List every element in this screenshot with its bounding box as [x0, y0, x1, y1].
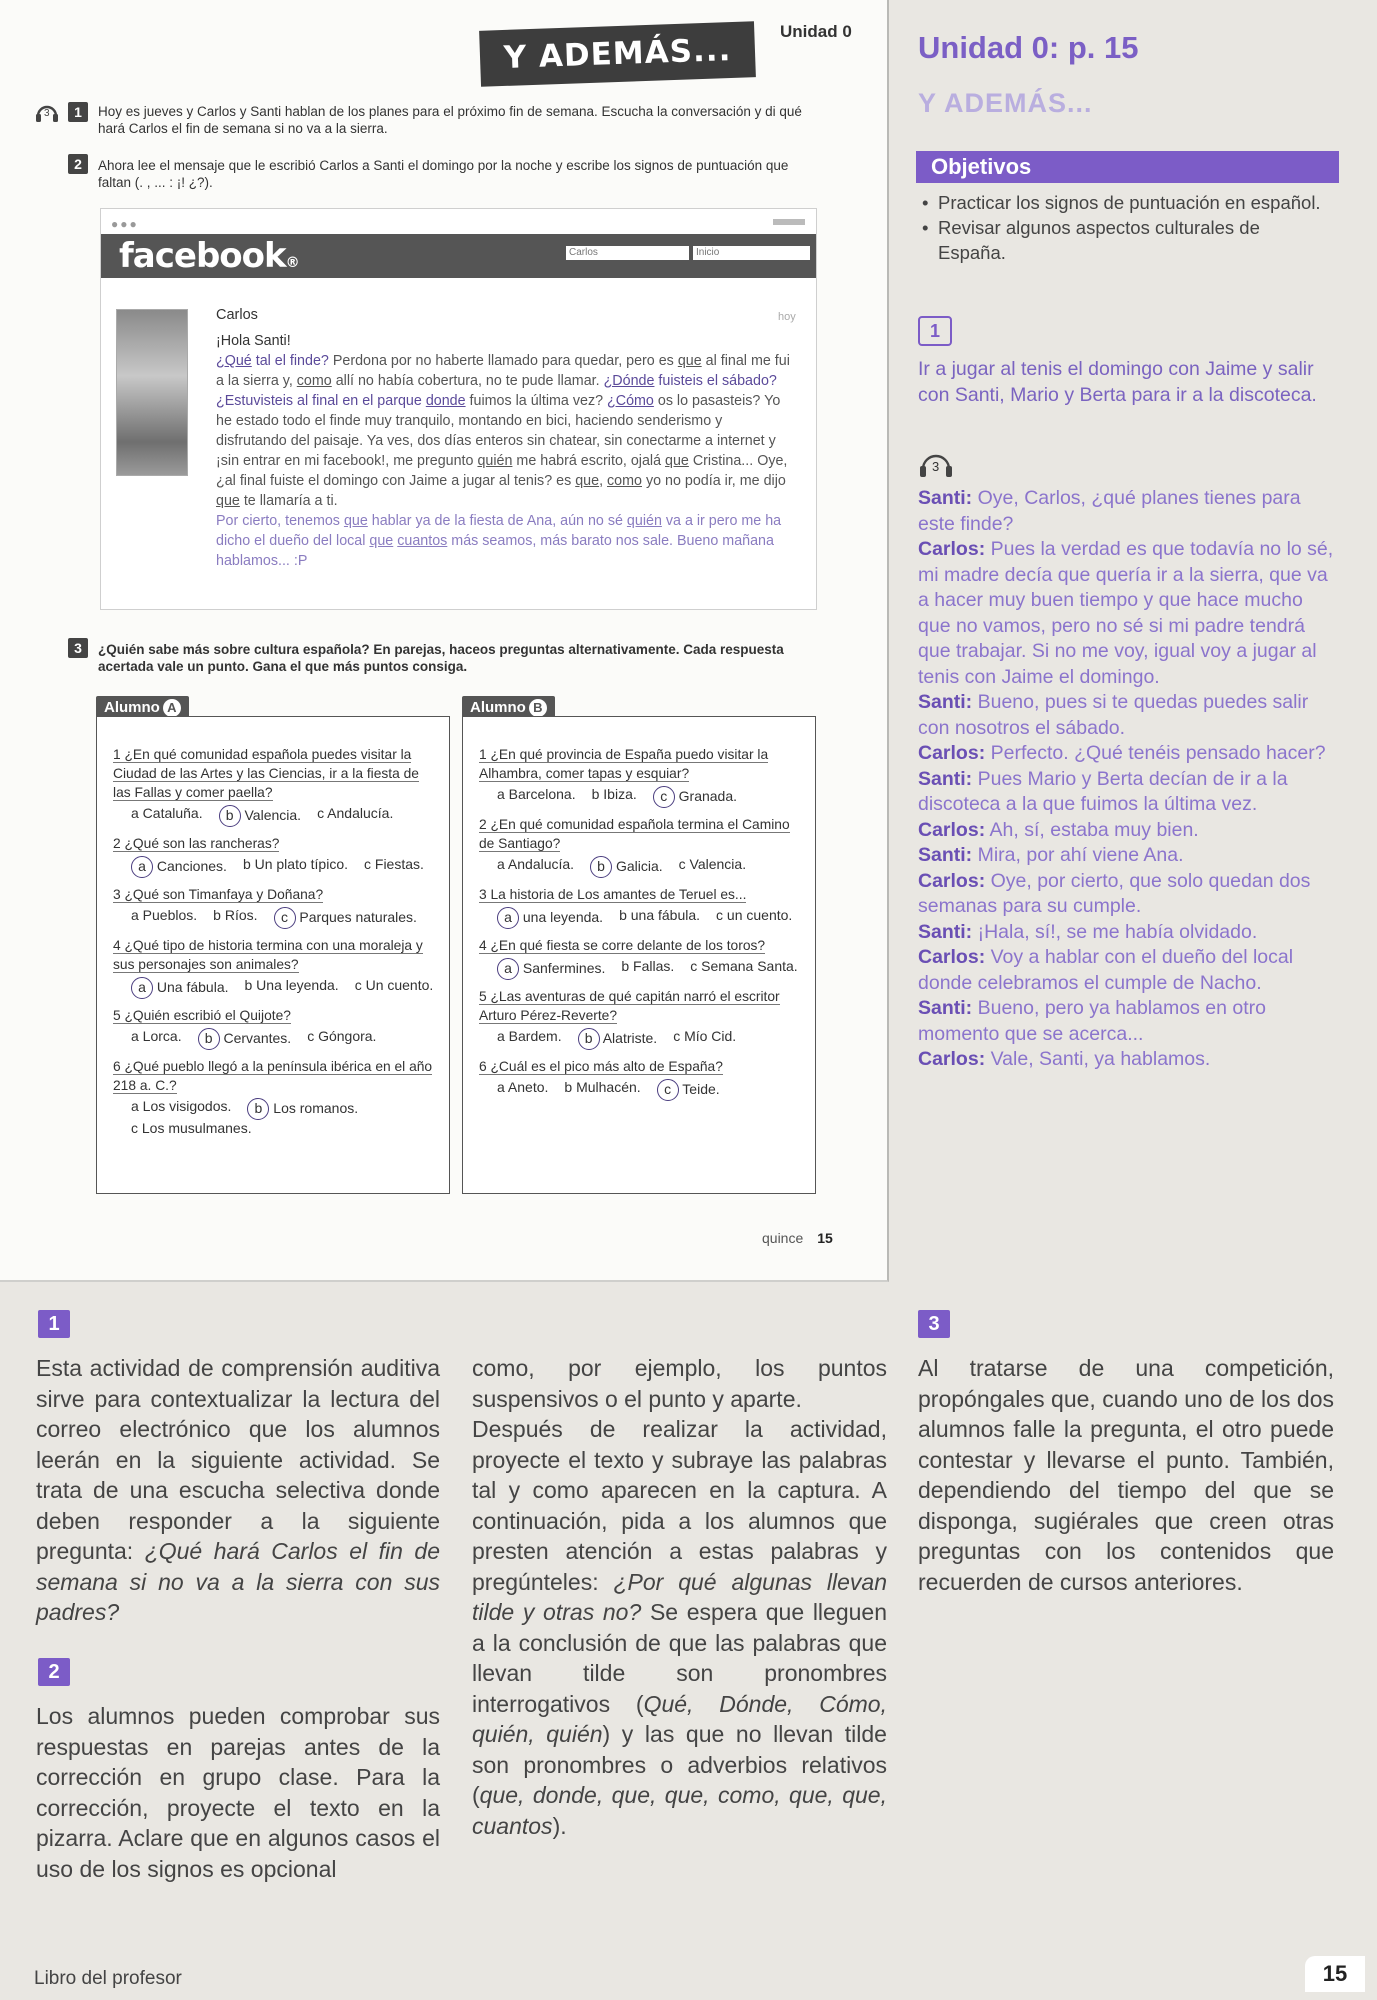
dialogue-line: Carlos: Vale, Santi, ya hablamos. — [918, 1048, 1211, 1070]
activity-instruction: Ahora lee el mensaje que le escribió Carlos a Santi el domingo por la noche y escribe los signos de puntuación que faltan (. , ... : ¡! ¿?). — [98, 158, 789, 190]
note-number: 1 — [38, 1310, 70, 1338]
answer-option[interactable]: c Un cuento. — [354, 977, 434, 993]
sidebar-title: Unidad 0: p. 15 — [918, 30, 1139, 65]
section-banner: Y ADEMÁS... — [479, 21, 756, 87]
student-page — [0, 0, 889, 1282]
facebook-header — [101, 234, 816, 278]
objective-item: • Practicar los signos de puntuación en español. — [918, 190, 1328, 215]
quiz-question — [113, 1006, 439, 1050]
dialogue-line: Santi: Oye, Carlos, ¿qué planes tienes para este finde? — [918, 487, 1301, 535]
audio-transcript — [918, 486, 1338, 1073]
quiz-question — [113, 834, 439, 878]
answer-option[interactable]: a Barcelona. — [497, 786, 576, 802]
post-author: Carlos — [216, 307, 258, 323]
quiz-question — [113, 936, 439, 999]
question-text: 4 ¿En qué fiesta se corre delante de los toros? — [479, 938, 766, 953]
activity-number: 3 — [68, 638, 88, 658]
window-dots-icon: ●●● — [111, 217, 139, 231]
quiz-question — [113, 1057, 439, 1136]
note-3: Al tratarse de una competición, propóngales que, cuando uno de los dos alumnos falle la pregunta, el otro puede contestar y llevarse el punto. También, dependiendo del tiempo del que se disponga, sugiérales que creen otras preguntas con los contenidos que recuerden de cursos anteriores. — [918, 1355, 1334, 1595]
objectives-list — [918, 190, 1328, 265]
answer-option[interactable]: b Mulhacén. — [564, 1079, 641, 1095]
answer-option[interactable]: b Cervantes. — [198, 1028, 292, 1050]
dialogue-line: Santi: Bueno, pues si te quedas puedes salir con nosotros el sábado. — [918, 691, 1309, 739]
profile-photo — [116, 309, 188, 476]
answer-option[interactable]: a Bardem. — [497, 1028, 562, 1044]
answer-option[interactable]: a Los visigodos. — [131, 1098, 232, 1114]
answer-option[interactable]: b Ibiza. — [591, 786, 637, 802]
page-number: 15 — [1305, 1956, 1365, 1992]
answer-option[interactable]: a Andalucía. — [497, 856, 575, 872]
dialogue-line: Santi: Pues Mario y Berta decían de ir a la discoteca a la que fuimos la última vez. — [918, 767, 1288, 815]
answer-option[interactable]: c Valencia. — [678, 856, 747, 872]
answer-option[interactable]: a Aneto. — [497, 1079, 549, 1095]
answer-option[interactable]: c Góngora. — [307, 1028, 377, 1044]
book-label: Libro del profesor — [34, 1968, 182, 1989]
quiz-question — [479, 1057, 805, 1101]
question-text: 1 ¿En qué comunidad española puedes visitar la Ciudad de las Artes y las Ciencias, ir a la fiesta de las Fallas y comer paella? — [113, 747, 419, 800]
dialogue-line: Carlos: Voy a hablar con el dueño del local donde celebramos el cumple de Nacho. — [918, 946, 1294, 994]
dialogue-line: Santi: ¡Hala, sí!, se me había olvidado. — [918, 920, 1258, 943]
answer-option[interactable]: c Andalucía. — [317, 805, 394, 821]
dialogue-line: Santi: Mira, por ahí viene Ana. — [918, 844, 1184, 866]
post-body: ¡Hola Santi! ¿Qué tal el finde? Perdona por no haberte llamado para quedar, pero es que al final me fui a la sierra y, como allí no había cobertura, no te pude llamar. ¿Dónde fuisteis el sábado? ¿Estuvisteis al final en el parque donde fuimos la última vez? ¿Cómo os lo pasasteis? Yo he estado todo el finde muy tranquilo, montando en bici, haciendo senderismo y disfrutando del paisaje. Ya ves, dos días enteros sin chatear, sin conectarme a internet y ¡sin entrar en mi facebook!, me pregunto quién me habrá escrito, ojalá que Cristina... Oye, ¿al final fuiste el domingo con Jaime a jugar al tenis? es que, como yo no podía ir, me dijo que te llamaría a ti. Por cierto, tenemos que hablar ya de la fiesta de Ana, aún no sé quién va a ir pero me ha dicho el dueño del local que cuantos más seamos, más barato nos sale. Bueno mañana hablamos... :P — [216, 333, 790, 569]
question-text: 5 ¿Quién escribió el Quijote? — [113, 1008, 291, 1023]
quiz-question — [113, 745, 439, 827]
activity-instruction: ¿Quién sabe más sobre cultura española? En parejas, haceos preguntas alternativamente. Cada respuesta acertada vale un punto. Gana el que más puntos consiga. — [98, 642, 784, 674]
activity-1-answer: Ir a jugar al tenis el domingo con Jaime y salir con Santi, Mario y Berta para ir a la discoteca. — [918, 358, 1317, 406]
answer-option[interactable]: c Semana Santa. — [690, 958, 798, 974]
sidebar-activity-number: 1 — [918, 316, 952, 346]
window-control-icon — [773, 219, 805, 225]
answer-option[interactable]: c Mío Cid. — [673, 1028, 737, 1044]
alumno-b-quiz — [462, 716, 816, 1194]
dialogue-line: Santi: Bueno, pero ya hablamos en otro momento que se acerca... — [918, 997, 1266, 1045]
quiz-question — [479, 885, 805, 929]
facebook-logo: facebook® — [119, 236, 299, 276]
alumno-b-tab: Alumno B — [462, 696, 555, 720]
question-text: 2 ¿Qué son las rancheras? — [113, 836, 280, 851]
answer-option[interactable]: c Teide. — [657, 1079, 720, 1101]
activity-instruction: Hoy es jueves y Carlos y Santi hablan de los planes para el próximo fin de semana. Escucha la conversación y di qué hará Carlos el fin de semana si no va a la sierra. — [98, 104, 802, 136]
note-2: Los alumnos pueden comprobar sus respuestas en parejas antes de la corrección en grupo clase. Para la corrección, proyecte el texto en la pizarra. Aclare que en algunos casos el uso de los signos es opcional — [36, 1703, 440, 1882]
answer-option[interactable]: a Pueblos. — [131, 907, 198, 923]
question-text: 1 ¿En qué provincia de España puedo visitar la Alhambra, comer tapas y esquiar? — [479, 747, 769, 781]
unit-label: Unidad 0 — [780, 22, 852, 41]
note-1: Esta actividad de comprensión auditiva sirve para contextualizar la lectura del correo electrónico que los alumnos leerán en la siguiente actividad. Se trata de una escucha selectiva donde deben responder a la siguiente pregunta: ¿Qué hará Carlos el fin de semana si no va a la sierra con sus padres? — [36, 1355, 440, 1625]
question-text: 5 ¿Las aventuras de qué capitán narró el escritor Arturo Pérez-Reverte? — [479, 989, 780, 1023]
objective-item: • Revisar algunos aspectos culturales de España. — [918, 215, 1328, 265]
student-page-number: quince 15 — [762, 1230, 833, 1246]
quiz-question — [113, 885, 439, 929]
answer-option[interactable]: b Fallas. — [621, 958, 675, 974]
alumno-a-quiz — [96, 716, 450, 1194]
answer-option[interactable]: a Una fábula. — [131, 977, 229, 999]
dialogue-line: Carlos: Oye, por cierto, que solo quedan dos semanas para su cumple. — [918, 869, 1311, 917]
answer-option[interactable]: c un cuento. — [716, 907, 793, 923]
note-2-continued: como, por ejemplo, los puntos suspensivos o el punto y aparte. Después de realizar la actividad, proyecte el texto y subraye las palabras tal y como aparecen en la captura. A continuación, pida a los alumnos que presten atención a estas palabras y pregúnteles: ¿Por qué algunas llevan tilde y otras no? Se espera que lleguen a la conclusión de que las palabras que llevan tilde son pronombres interrogativos (Qué, Dónde, Cómo, quién, quién) y las que no llevan tilde son pronombres o adverbios relativos (que, donde, que, que, como, que, que, cuantos). — [472, 1355, 887, 1839]
answer-option[interactable]: b una fábula. — [619, 907, 701, 923]
dialogue-line: Carlos: Pues la verdad es que todavía no lo sé, mi madre decía que quería ir a la sierra, que va a hacer muy buen tiempo y que hace mucho que no vamos, pero no sé si mi padre tendrá que trabajar. Si no me voy, igual voy a jugar al tenis con Jaime el domingo. — [918, 538, 1334, 688]
objectives-header: Objetivos — [916, 151, 1339, 183]
answer-option[interactable]: c Parques naturales. — [274, 907, 417, 929]
answer-option[interactable]: b Ríos. — [213, 907, 258, 923]
quiz-question — [479, 936, 805, 980]
answer-option[interactable]: b Alatriste. — [578, 1028, 658, 1050]
note-number: 2 — [38, 1658, 70, 1686]
answer-option[interactable]: a Sanfermines. — [497, 958, 605, 980]
answer-option[interactable]: a Lorca. — [131, 1028, 182, 1044]
question-text: 6 ¿Cuál es el pico más alto de España? — [479, 1059, 723, 1074]
answer-option[interactable]: c Fiestas. — [364, 856, 424, 872]
note-number: 3 — [918, 1310, 950, 1338]
question-text: 3 La historia de Los amantes de Teruel es... — [479, 887, 747, 902]
quiz-question — [479, 987, 805, 1050]
question-text: 4 ¿Qué tipo de historia termina con una moraleja y sus personajes son animales? — [113, 938, 423, 972]
activity-number: 1 — [68, 102, 88, 122]
answer-option[interactable]: b Una leyenda. — [244, 977, 339, 993]
answer-option[interactable]: a Canciones. — [131, 856, 227, 878]
activity-number: 2 — [68, 154, 88, 174]
dialogue-line: Carlos: Perfecto. ¿Qué tenéis pensado hacer? — [918, 742, 1326, 764]
answer-option[interactable]: a Cataluña. — [131, 805, 203, 821]
answer-option[interactable]: b Valencia. — [219, 805, 301, 827]
facebook-home-link[interactable]: Inicio — [693, 246, 810, 260]
answer-option[interactable]: b Un plato típico. — [242, 856, 348, 872]
answer-option[interactable]: a una leyenda. — [497, 907, 603, 929]
headphones-icon: 3 — [918, 447, 954, 486]
answer-option[interactable]: c Granada. — [653, 786, 737, 808]
facebook-window — [100, 208, 817, 610]
answer-option[interactable]: b Galicia. — [590, 856, 663, 878]
sidebar-subtitle: Y ADEMÁS... — [918, 88, 1093, 118]
facebook-search-input[interactable]: Carlos — [566, 246, 689, 260]
quiz-question — [479, 745, 805, 808]
question-text: 2 ¿En qué comunidad española termina el Camino de Santiago? — [479, 817, 790, 851]
question-text: 3 ¿Qué son Timanfaya y Doñana? — [113, 887, 324, 902]
dialogue-line: Carlos: Ah, sí, estaba muy bien. — [918, 818, 1199, 841]
quiz-question — [479, 815, 805, 878]
answer-option[interactable]: c Los musulmanes. — [131, 1120, 252, 1136]
post-time: hoy — [778, 311, 796, 323]
question-text: 6 ¿Qué pueblo llegó a la península ibérica en el año 218 a. C.? — [113, 1059, 433, 1093]
answer-option[interactable]: b Los romanos. — [247, 1098, 358, 1120]
alumno-a-tab: Alumno A — [96, 696, 189, 720]
headphones-icon: 3 — [34, 100, 60, 129]
